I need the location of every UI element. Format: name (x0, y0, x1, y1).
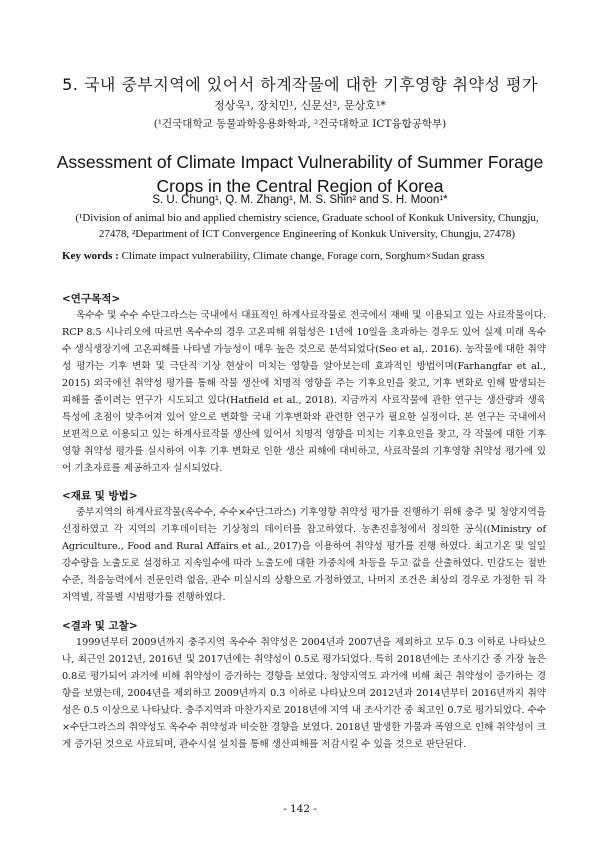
keywords (62, 250, 552, 262)
english-title: Assessment of Climate Impact Vulnerability of Summer Forage Crops in the Central Region of Korea (56, 152, 544, 196)
page-number: - 142 - (283, 803, 317, 815)
section-body-purpose: 옥수수 및 수수 수단그라스는 국내에서 대표적인 하계사료작물로 전국에서 재배 및 이용되고 있는 사료작물이다. RCP 8.5 시나리오에 따르면 옥수수의 경우 고온피해 위험성은 1년에 10일을 초과하는 경우도 있어 실제 미래 옥수수 생식생장기에 고온피해를 나타낼 가능성이 매우 높은 것으로 분석되었다(Seo et al,. 2016). 농작물에 대한 취약성 평가는 기후 변화 및 극단적 기상 현상이 미치는 영향을 알아보는데 효과적인 방법이며(Farhangfar et al., 2015) 외국에선 취약성 평가를 통해 작물 생산에 치명적 영향을 주는 기후요인을 찾고, 기후 변화로 인해 발생되는 피해를 줄이려는 연구가 시도되고 있다(Hatfield et al., 2018). 지금까지 사료작물에 관한 연구는 생산량과 생육 특성에 초점이 맞추어져 있어 앞으로 변화할 국내 기후변화와 관련한 연구가 필요한 실정이다. 본 연구는 국내에서 보편적으로 이용되고 있는 하계사료작물 생산에 있어서 치명적 영향을 미치는 기후요인을 찾고, 각 작물에 대한 기후영향 취약성 평가를 실시하여 이후 기후 변화로 인한 생산 피해에 대비하고, 사료작물의 기후영향 취약성 평가에 있어 기초자료를 제공하고자 실시되었다. (62, 310, 546, 474)
keywords-label: Key words : (62, 250, 119, 262)
section-body-results: 1999년부터 2009년까지 충주지역 옥수수 취약성은 2004년과 2007년을 제외하고 모두 0.3 이하로 나타났으나, 최근인 2012년, 2016년 및 2017년에는 취약성이 0.5로 평가되었다. 특히 2018년에는 조사기간 중 가장 높은 0.8로 평가되어 과거에 비해 취약성이 증가하는 경향을 보였다. 청양지역도 과거에 비해 최근 취약성이 증가하는 경향을 보였는데, 2004년을 제외하고 2009년까지 0.3 이하로 나타났으며 2012년과 2014년부터 2016년까지 취약성은 0.5 이상으로 나타났다. 충주지역과 마찬가지로 2018년에 지역 내 조사기간 중 최고인 0.7로 평가되었다. 수수×수단그라스의 취약성도 옥수수 취약성과 비슷한 경향을 보였다. 2018년 발생한 가뭄과 폭염으로 인해 취약성이 크게 증가된 것으로 사료되며, 관수시설 설치를 통해 생산피해를 저감시킬 수 있을 것으로 판단된다. (62, 637, 546, 750)
korean-title: 5. 국내 중부지역에 있어서 하계작물에 대한 기후영향 취약성 평가 (62, 75, 538, 94)
section-body-methods: 중부지역의 하계사료작물(옥수수, 수수×수단그라스) 기후영향 취약성 평가를 진행하기 위해 충주 및 청양지역을 선정하였고 각 지역의 기후데이터는 기상청의 데이터를 참고하였다. 농촌진흥청에서 정의한 공식((Ministry of Agriculture., Food and Rural Affairs et al., 2017)을 이용하여 취약성 평가를 진행 하였다. 최고기온 및 일일강수량을 노출도로 설정하고 지속일수에 따라 노출도에 대한 가중치에 차등을 두고 값을 산출하였다. 민감도는 절반 수준, 적응능력에서 전문인력 없음, 관수 미실시의 상황으로 가정하였고, 나머지 조건은 최상의 경우로 가정한 뒤 각 지역별, 작물별 시범평가를 진행하였다. (62, 507, 546, 603)
section-heading-purpose: <연구목적> (62, 293, 121, 305)
korean-authors: 정상욱¹, 장치민¹, 신문선², 문상호¹* (214, 99, 386, 112)
korean-affiliation: (¹건국대학교 동물과학응용화학과, ²건국대학교 ICT융합공학부) (153, 118, 447, 130)
keywords-text: Climate impact vulnerability, Climate change, Forage corn, Sorghum×Sudan grass (118, 250, 485, 262)
section-heading-methods: <재료 및 방법> (62, 490, 138, 502)
section-heading-results: <결과 및 고찰> (62, 620, 138, 632)
english-affiliation: (¹Division of animal bio and applied chemistry science, Graduate school of Konkuk University, Chungju, 27478, ²Department of ICT Convergence Engineering of Konkuk University, Chungju, 27478) (75, 212, 539, 240)
english-authors: S. U. Chung¹, Q. M. Zhang¹, M. S. Shin² and S. H. Moon¹* (152, 194, 448, 206)
